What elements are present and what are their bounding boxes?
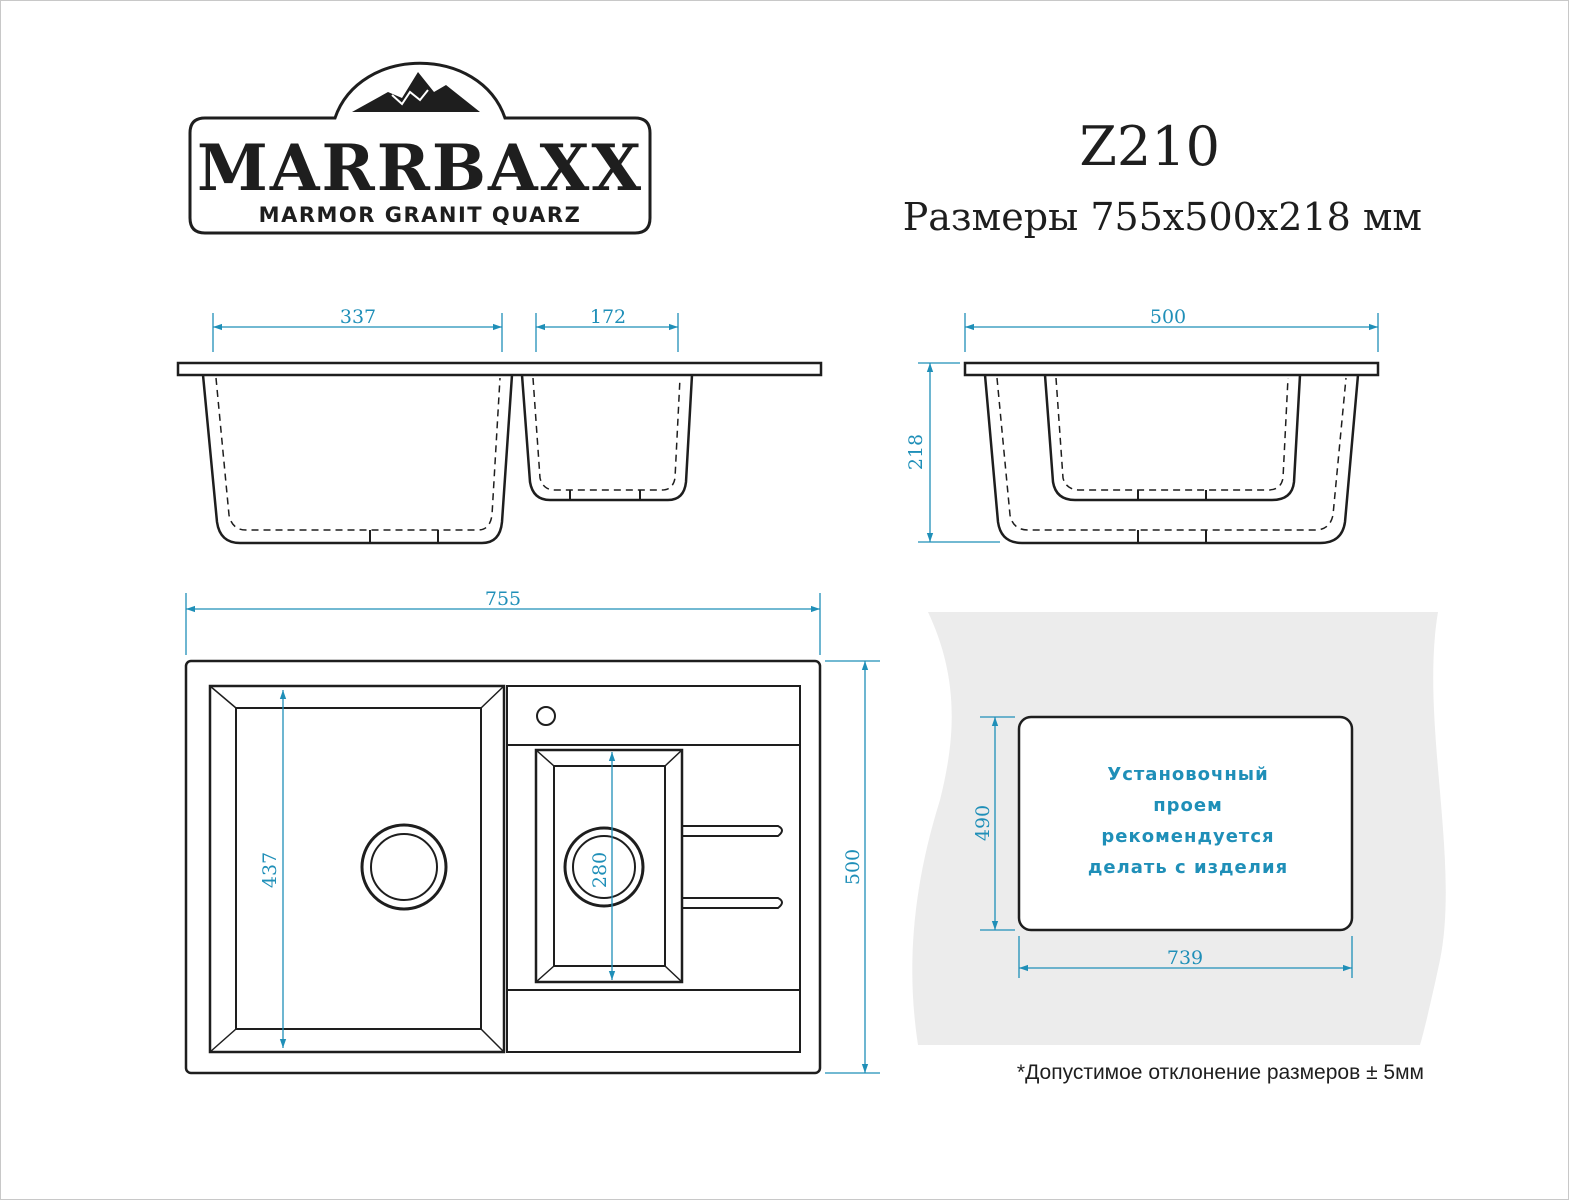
dim-total-length: 755 bbox=[484, 588, 522, 610]
model-title: Z210 bbox=[1079, 115, 1220, 178]
tolerance-note: *Допустимое отклонение размеров ± 5мм bbox=[1016, 1061, 1424, 1084]
side-view-long bbox=[178, 306, 821, 543]
side-view-short bbox=[905, 306, 1378, 543]
dim-bowl-small-depth: 280 bbox=[589, 851, 611, 889]
dim-total-depth: 500 bbox=[842, 848, 864, 886]
cutout-text-line: делать с изделия bbox=[1087, 857, 1289, 878]
dim-cutout-width: 739 bbox=[1166, 947, 1204, 969]
dim-bowl-small-width: 172 bbox=[589, 306, 627, 328]
brand-logo bbox=[190, 63, 650, 233]
cutout-view bbox=[912, 612, 1445, 1045]
brand-name: MARRBAXX bbox=[197, 131, 643, 206]
sizes-subtitle: Размеры 755x500x218 мм bbox=[902, 195, 1422, 239]
dim-cutout-height: 490 bbox=[972, 804, 994, 842]
mountains-icon bbox=[352, 72, 480, 112]
dim-bowl-large-width: 337 bbox=[339, 306, 377, 328]
dim-sink-height: 218 bbox=[905, 433, 927, 471]
cutout-text-line: рекомендуется bbox=[1101, 826, 1275, 847]
top-view bbox=[186, 588, 880, 1073]
dim-sink-depth-front: 500 bbox=[1149, 306, 1187, 328]
brand-tagline: MARMOR GRANIT QUARZ bbox=[258, 203, 582, 227]
cutout-text-line: Установочный bbox=[1107, 764, 1269, 785]
cutout-text-line: проем bbox=[1153, 795, 1223, 816]
dim-bowl-large-depth: 437 bbox=[259, 851, 281, 889]
